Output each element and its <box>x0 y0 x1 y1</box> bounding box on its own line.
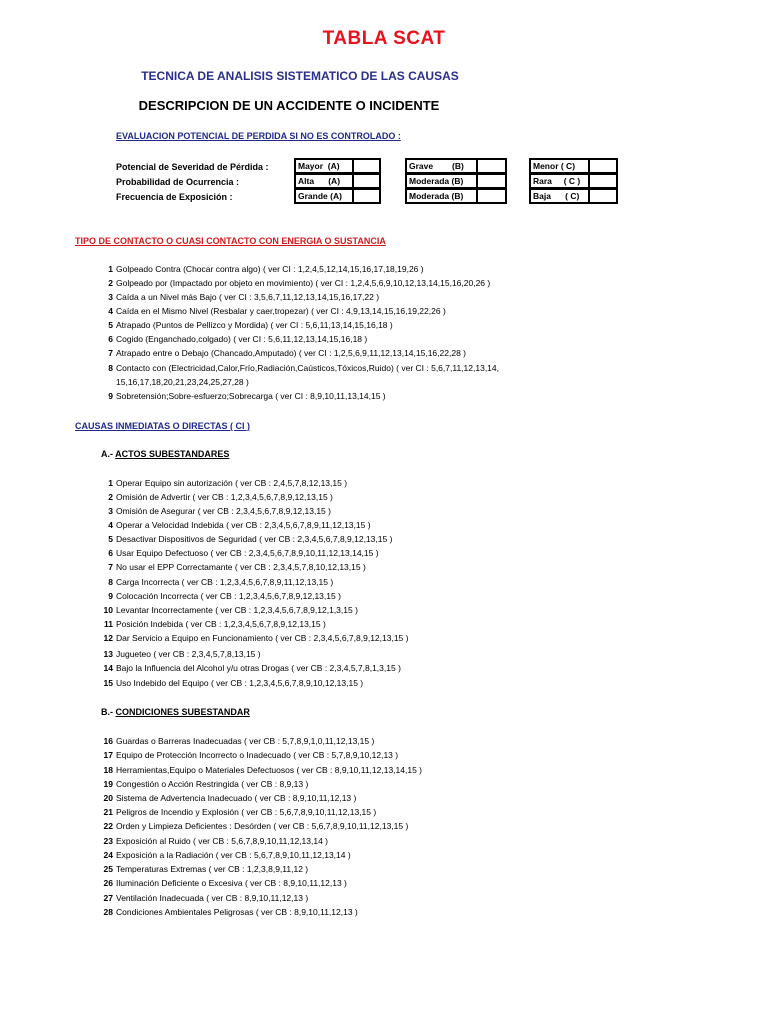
item-number: 21 <box>103 807 113 817</box>
item-text: Atrapado entre o Debajo (Chancado,Amputado) ( ver CI : 1,2,5,6,9,11,12,13,14,15,16,22,28 ) <box>116 348 466 358</box>
evaluation-checkbox[interactable] <box>588 173 618 189</box>
list-item <box>0 779 308 789</box>
conditions-title: CONDICIONES SUBESTANDAR <box>115 707 250 717</box>
item-number: 7 <box>108 562 113 572</box>
item-text: Cogido (Enganchado,colgado) ( ver CI : 5,6,11,12,13,14,15,16,18 ) <box>116 334 368 344</box>
item-number: 14 <box>103 663 113 673</box>
list-item <box>0 591 341 601</box>
item-text: No usar el EPP Correctamante ( ver CB : 2,3,4,5,7,8,10,12,13,15 ) <box>116 562 366 572</box>
evaluation-option: Mayor (A) <box>294 158 354 174</box>
acts-title: ACTOS SUBESTANDARES <box>115 449 230 459</box>
item-text: Exposición al Ruido ( ver CB : 5,6,7,8,9,10,11,12,13,14 ) <box>116 836 328 846</box>
item-number: 5 <box>108 320 113 330</box>
document-title: TABLA SCAT <box>322 28 446 49</box>
item-number: 6 <box>108 548 113 558</box>
item-text: Peligros de Incendio y Explosión ( ver CB : 5,6,7,8,9,10,11,12,13,15 ) <box>116 807 377 817</box>
item-text: Usar Equipo Defectuoso ( ver CB : 2,3,4,5,6,7,8,9,10,11,12,13,14,15 ) <box>116 548 379 558</box>
list-item <box>0 348 466 358</box>
item-number: 18 <box>103 765 113 775</box>
item-number: 4 <box>108 520 113 530</box>
item-number: 8 <box>108 363 113 373</box>
item-text: Posición Indebida ( ver CB : 1,2,3,4,5,6,7,8,9,12,13,15 ) <box>116 619 326 629</box>
list-item <box>0 306 446 316</box>
list-item <box>0 750 398 760</box>
evaluation-option: Alta (A) <box>294 173 354 189</box>
contact-section-title: TIPO DE CONTACTO O CUASI CONTACTO CON ENERGIA O SUSTANCIA <box>75 236 386 246</box>
list-item <box>0 292 379 302</box>
list-item <box>0 577 333 587</box>
item-text: Contacto con (Electricidad,Calor,Frío,Radiación,Caústicos,Tóxicos,Ruido) ( ver CI : 5,6,7,11,12,13,14, <box>116 363 499 373</box>
list-item <box>0 520 371 530</box>
evaluation-checkbox[interactable] <box>352 173 381 189</box>
evaluation-row-label: Probabilidad de Ocurrencia : <box>116 177 240 187</box>
evaluation-checkbox[interactable] <box>588 188 618 204</box>
evaluation-checkbox[interactable] <box>352 158 381 174</box>
item-text: Golpeado Contra (Chocar contra algo) ( ver CI : 1,2,4,5,12,14,15,16,17,18,19,26 ) <box>116 264 424 274</box>
list-item <box>0 619 326 629</box>
item-number: 27 <box>103 893 113 903</box>
item-text: Colocación Incorrecta ( ver CB : 1,2,3,4,5,6,7,8,9,12,13,15 ) <box>116 591 341 601</box>
item-number: 9 <box>108 591 113 601</box>
item-number: 4 <box>108 306 113 316</box>
item-number: 25 <box>103 864 113 874</box>
evaluation-option: Grave (B) <box>405 158 478 174</box>
item-text: Orden y Limpieza Deficientes : Desórden ( ver CB : 5,6,7,8,9,10,11,12,13,15 ) <box>116 821 409 831</box>
item-number: 28 <box>103 907 113 917</box>
item-number: 5 <box>108 534 113 544</box>
item-number: 22 <box>103 821 113 831</box>
item-number: 8 <box>108 577 113 587</box>
item-text: Operar a Velocidad Indebida ( ver CB : 2,3,4,5,6,7,8,9,11,12,13,15 ) <box>116 520 371 530</box>
item-number: 13 <box>103 649 113 659</box>
item-number: 9 <box>108 391 113 401</box>
evaluation-row-label: Frecuencia de Exposición : <box>116 192 233 202</box>
list-item <box>0 807 376 817</box>
item-number: 19 <box>103 779 113 789</box>
list-item <box>0 605 358 615</box>
item-text: Condiciones Ambientales Peligrosas ( ver CB : 8,9,10,11,12,13 ) <box>116 907 358 917</box>
list-item <box>0 907 358 917</box>
item-number: 3 <box>108 506 113 516</box>
item-text: Omisión de Asegurar ( ver CB : 2,3,4,5,6,7,8,9,12,13,15 ) <box>116 506 331 516</box>
evaluation-row-label: Potencial de Severidad de Pérdida : <box>116 162 269 172</box>
item-number: 1 <box>108 478 113 488</box>
conditions-prefix: B.- <box>101 707 116 717</box>
evaluation-option: Moderada (B) <box>405 173 478 189</box>
list-item <box>0 391 386 401</box>
list-item <box>0 836 328 846</box>
list-item <box>0 264 424 274</box>
list-item <box>0 649 261 659</box>
evaluation-checkbox[interactable] <box>476 158 507 174</box>
item-text-continuation: 15,16,17,18,20,21,23,24,25,27,28 ) <box>116 377 249 387</box>
list-item <box>0 765 422 775</box>
item-number: 11 <box>104 619 113 629</box>
item-text: Congestión o Acción Restringida ( ver CB : 8,9,13 ) <box>116 779 309 789</box>
item-number: 20 <box>103 793 113 803</box>
list-item <box>0 320 393 330</box>
item-text: Omisión de Advertir ( ver CB : 1,2,3,4,5,6,7,8,9,12,13,15 ) <box>116 492 333 502</box>
item-text: Sobretensión;Sobre-esfuerzo;Sobrecarga ( ver CI : 8,9,10,11,13,14,15 ) <box>116 391 386 401</box>
item-text: Guardas o Barreras Inadecuadas ( ver CB : 5,7,8,9,1,0,11,12,13,15 ) <box>116 736 375 746</box>
item-number: 26 <box>103 878 113 888</box>
item-number: 6 <box>108 334 113 344</box>
list-item <box>0 821 408 831</box>
conditions-subtitle <box>101 707 250 717</box>
list-item <box>0 793 356 803</box>
list-item <box>0 893 308 903</box>
item-text: Exposición a la Radiación ( ver CB : 5,6,7,8,9,10,11,12,13,14 ) <box>116 850 351 860</box>
item-text: Jugueteo ( ver CB : 2,3,4,5,7,8,13,15 ) <box>116 649 261 659</box>
document-subtitle: TECNICA DE ANALISIS SISTEMATICO DE LAS CAUSAS <box>141 69 459 83</box>
evaluation-option: Rara ( C ) <box>529 173 590 189</box>
evaluation-option: Moderada (B) <box>405 188 478 204</box>
item-number: 23 <box>103 836 113 846</box>
acts-prefix: A.- <box>101 449 116 459</box>
item-text: Equipo de Protección Incorrecto o Inadecuado ( ver CB : 5,7,8,9,10,12,13 ) <box>116 750 399 760</box>
item-text: Herramientas,Equipo o Materiales Defectuosos ( ver CB : 8,9,10,11,12,13,14,15 ) <box>116 765 423 775</box>
item-text: Ventilación Inadecuada ( ver CB : 8,9,10,11,12,13 ) <box>116 893 309 903</box>
item-number: 15 <box>103 678 113 688</box>
evaluation-option: Grande (A) <box>294 188 354 204</box>
item-number: 7 <box>108 348 113 358</box>
document-heading: DESCRIPCION DE UN ACCIDENTE O INCIDENTE <box>138 98 440 113</box>
item-text: Uso Indebido del Equipo ( ver CB : 1,2,3,4,5,6,7,8,9,10,12,13,15 ) <box>116 678 364 688</box>
list-item <box>0 534 392 544</box>
item-text: Dar Servicio a Equipo en Funcionamiento ( ver CB : 2,3,4,5,6,7,8,9,12,13,15 ) <box>116 633 409 643</box>
item-number: 10 <box>103 605 113 615</box>
list-item <box>0 864 308 874</box>
item-text: Desactivar Dispositivos de Seguridad ( ver CB : 2,3,4,5,6,7,8,9,12,13,15 ) <box>116 534 393 544</box>
item-text: Operar Equipo sin autorización ( ver CB : 2,4,5,7,8,12,13,15 ) <box>116 478 348 488</box>
list-item <box>0 850 351 860</box>
evaluation-checkbox[interactable] <box>476 188 507 204</box>
item-number: 2 <box>108 492 113 502</box>
item-text: Atrapado (Puntos de Pellizco y Mordida) ( ver CI : 5,6,11,13,14,15,16,18 ) <box>116 320 393 330</box>
list-item <box>0 363 499 373</box>
list-item <box>0 736 374 746</box>
item-number: 1 <box>108 264 113 274</box>
list-item <box>0 633 408 643</box>
item-text: Temperaturas Extremas ( ver CB : 1,2,3,8,9,11,12 ) <box>116 864 309 874</box>
list-item <box>0 878 347 888</box>
evaluation-checkbox[interactable] <box>588 158 618 174</box>
item-number: 12 <box>103 633 113 643</box>
list-item <box>0 478 347 488</box>
list-item <box>0 506 331 516</box>
item-text: Caída en el Mismo Nivel (Resbalar y caer,tropezar) ( ver CI : 4,9,13,14,15,16,19,22,26 ) <box>116 306 446 316</box>
list-item <box>0 492 333 502</box>
item-text: Golpeado por (Impactado por objeto en movimiento) ( ver CI : 1,2,4,5,6,9,10,12,13,14,15,16,20,26 ) <box>116 278 491 288</box>
evaluation-option: Baja ( C) <box>529 188 590 204</box>
evaluation-checkbox[interactable] <box>476 173 507 189</box>
evaluation-checkbox[interactable] <box>352 188 381 204</box>
list-item <box>0 278 490 288</box>
immediate-causes-title: CAUSAS INMEDIATAS O DIRECTAS ( CI ) <box>75 421 250 431</box>
item-text: Caída a un Nivel más Bajo ( ver CI : 3,5,6,7,11,12,13,14,15,16,17,22 ) <box>116 292 380 302</box>
list-item <box>0 548 379 558</box>
item-number: 3 <box>108 292 113 302</box>
acts-subtitle <box>101 449 229 459</box>
item-number: 24 <box>103 850 113 860</box>
item-text: Levantar Incorrectamente ( ver CB : 1,2,3,4,5,6,7,8,9,12,1,3,15 ) <box>116 605 358 615</box>
item-number: 2 <box>108 278 113 288</box>
list-item <box>0 663 401 673</box>
item-number: 16 <box>103 736 113 746</box>
item-text: Bajo la Influencia del Alcohol y/u otras Drogas ( ver CB : 2,3,4,5,7,8,1,3,15 ) <box>116 663 401 673</box>
list-item <box>0 678 363 688</box>
list-item <box>0 562 366 572</box>
item-text: Sistema de Advertencia Inadecuado ( ver CB : 8,9,10,11,12,13 ) <box>116 793 357 803</box>
evaluation-section-title: EVALUACION POTENCIAL DE PERDIDA SI NO ES CONTROLADO : <box>116 131 401 141</box>
evaluation-option: Menor ( C) <box>529 158 590 174</box>
list-item <box>0 334 367 344</box>
item-text: Carga Incorrecta ( ver CB : 1,2,3,4,5,6,7,8,9,11,12,13,15 ) <box>116 577 334 587</box>
item-number: 17 <box>103 750 113 760</box>
item-text: Iluminación Deficiente o Excesiva ( ver CB : 8,9,10,11,12,13 ) <box>116 878 347 888</box>
